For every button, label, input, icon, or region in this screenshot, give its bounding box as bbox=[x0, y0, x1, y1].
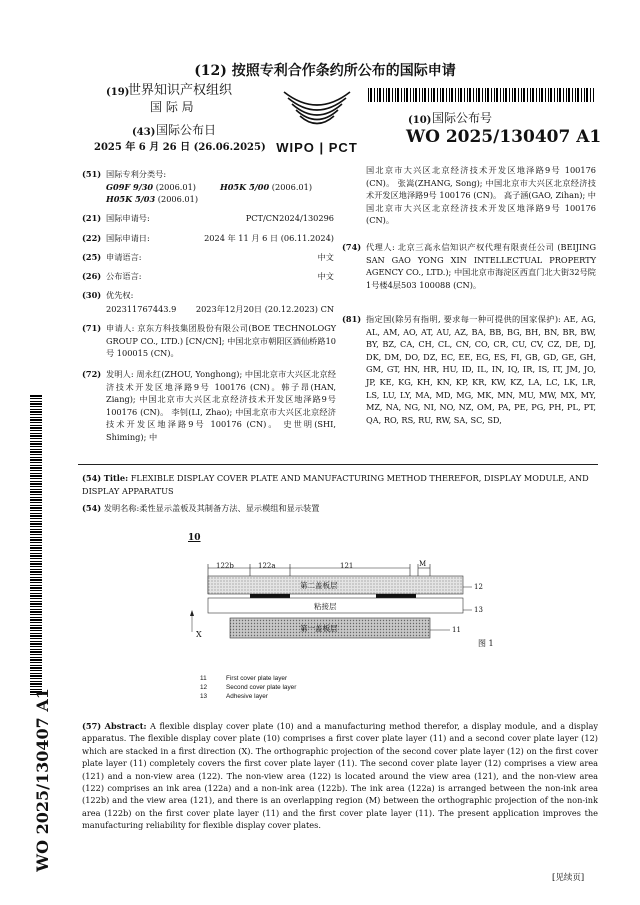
document-type-heading: (12) 按照专利合作条约所公布的国际申请 bbox=[194, 63, 456, 79]
wipo-emblem-icon bbox=[270, 88, 364, 134]
org-name: 世界知识产权组织 bbox=[128, 83, 233, 98]
label-11: 11 bbox=[452, 626, 461, 634]
label-12: 12 bbox=[474, 583, 483, 591]
ink-area-right bbox=[376, 594, 416, 598]
publang-row: (26) 公布语言: 中文 bbox=[82, 271, 334, 281]
figure-1 bbox=[160, 532, 500, 702]
ipc-line-3: H05K 5/03 (2006.01) bbox=[106, 194, 199, 204]
ink-area-left bbox=[250, 594, 290, 598]
filing-row: (22) 国际申请日: 2024 年 11 月 6 日 (06.11.2024) bbox=[82, 233, 334, 243]
pub-date-code: (43) bbox=[132, 127, 156, 138]
layer-top-label: 第二盖板层 bbox=[300, 581, 338, 590]
pub-no-label: 国际公布号 bbox=[432, 111, 493, 125]
applicant-block: (71) 申请人: 京东方科技集团股份有限公司(BOE TECHNOLOGY GROUP CO., LTD.) [CN/CN]; 中国北京市朝阳区酒仙桥路10号 100015 (CN)。 bbox=[82, 323, 336, 359]
pub-number: WO 2025/130407 A1 bbox=[406, 127, 602, 147]
section-divider bbox=[78, 464, 598, 465]
dim-122a: 122a bbox=[258, 562, 276, 570]
title-en: (54) Title: FLEXIBLE DISPLAY COVER PLATE AND MANUFACTURING METHOD THEREFOR, DISPLAY MODULE, AND DISPLAY APPARATUS bbox=[82, 473, 589, 496]
side-pub-number: WO 2025/130407 A1 bbox=[33, 688, 52, 872]
priority-row: (30) 优先权: bbox=[82, 290, 134, 300]
cross-section-diagram bbox=[160, 532, 500, 662]
wipo-pct-logo-text: WIPO | PCT bbox=[276, 140, 358, 155]
layer-bot-label: 第一盖板层 bbox=[300, 624, 338, 633]
legend-item-11: 11 First cover plate layer bbox=[200, 675, 288, 682]
figure-caption: 图 1 bbox=[478, 639, 494, 648]
label-13: 13 bbox=[474, 606, 483, 614]
legend-item-12: 12 Second cover plate layer bbox=[200, 684, 297, 691]
org-bureau: 国 际 局 bbox=[150, 100, 194, 114]
title-zh: (54) 发明名称:柔性显示盖板及其制备方法、显示模组和显示装置 bbox=[82, 503, 320, 513]
dim-121: 121 bbox=[340, 562, 354, 570]
wipo-logo bbox=[270, 88, 364, 158]
dim-122b: 122b bbox=[216, 562, 234, 570]
agent-block: (74) 代理人: 北京三高永信知识产权代理有限责任公司 (BEIJING SAN GAO YONG XIN INTELLECTUAL PROPERTY AGENCY CO., LTD.); 中国北京市海淀区西直门北大街32号院1号楼4层503 100088 (CN)。 bbox=[342, 242, 596, 290]
ipc-line-1: G09F 9/30 (2006.01) bbox=[106, 182, 196, 192]
top-barcode bbox=[368, 88, 594, 102]
inventor-block: (72) 发明人: 周永红(ZHOU, Yonghong); 中国北京市大兴区北京经济技术开发区地泽路9号 100176 (CN)。韩子昂(HAN, Ziang); 中国北京市大兴区北京经济技术开发区地泽路9号 100176 (CN)。 李钊(LI, Zhao); 中国北京市大兴区北京经济技术开发区地泽路9号 100176 (CN)。 史世明(SHI, Shiming); 中 bbox=[82, 369, 336, 442]
priority-line: 202311767443.9 2023年12月20日 (20.12.2023) CN bbox=[106, 304, 334, 314]
ipc-line-2: H05K 5/00 (2006.01) bbox=[220, 182, 313, 192]
dim-M: M bbox=[419, 560, 427, 568]
designated-states-block: (81) 指定国(除另有指明, 要求每一种可提供的国家保护): AE, AG, AL, AM, AO, AT, AU, AZ, BA, BB, BG, BH, BN, BR, BW, BY, BZ, CA, CH, CL, CN, CO, CR, CU, CV, CZ, DE, DJ, DK, DM, DO, DZ, EC, EE, EG, ES, FI, GB, GD, GE, GH, GM, GT, HN, HR, HU, ID, IL, IN, IQ, IR, IS, IT, JM, JO, JP, KE, KG, KH, KN, KP, KR, KW, KZ, LA, LC, LK, LR, LS, LU, LY, MA, MD, MG, MK, MN, MU, MW, MX, MY, MZ, NA, NG, NI, NO, NZ, OM, PA, PE, PG, PH, PL, PT, QA, RO, RS, RU, RW, SA, SC, SD, bbox=[342, 314, 596, 425]
figure-ref: 10 bbox=[188, 533, 201, 543]
axis-x-label: X bbox=[196, 630, 202, 639]
pub-date-label: 国际公布日 bbox=[156, 123, 217, 137]
legend-item-13: 13 Adhesive layer bbox=[200, 693, 268, 700]
pub-date: 2025 年 6 月 26 日 (26.06.2025) bbox=[94, 142, 266, 153]
pub-no-code: (10) bbox=[408, 115, 432, 126]
abstract: (57) Abstract: A flexible display cover plate (10) and a manufacturing method therefor, a display module, and a display apparatus. The flexible display cover plate (10) comprises a first cover plate layer (11) and a second cover plate layer (12) which are stacked in a first direction (X). The orthographic projection of the second cover plate layer (12) on the first cover plate layer (11) completely covers the first cover plate layer (11). The second cover plate layer (12) comprises a view area (121) and a non-view area (122). The non-view area (122) is located around the view area (121), and the non-view area (122) comprises an ink area (122a) and a non-ink area (122b). The ink area (122a) is arranged between the non-ink area (122b) and the view area (121), and there is an overlapping region (M) between the orthographic projection of the non-ink area (122b) on the first cover plate layer (11) and the first cover plate layer (11). The present application improves the manufacturing reliability for flexible display cover plates. bbox=[82, 721, 599, 831]
side-barcode bbox=[30, 395, 42, 695]
app-no-row: (21) 国际申请号: PCT/CN2024/130296 bbox=[82, 213, 334, 223]
inventor-continued: 国北京市大兴区北京经济技术开发区地泽路9号 100176 (CN)。 张嵩(ZHANG, Song); 中国北京市大兴区北京经济技术开发区地泽路9号 100176 (CN)。 高子涵(GAO, Zihan); 中国北京市大兴区北京经济技术开发区地泽路9号 100176 (CN)。 bbox=[366, 165, 596, 226]
layer-mid-label: 粘接层 bbox=[314, 602, 337, 611]
ipc-row: (51) 国际专利分类号: bbox=[82, 169, 167, 179]
continued-note: [见续页] bbox=[552, 873, 585, 883]
lang-row: (25) 申请语言: 中文 bbox=[82, 252, 334, 262]
org-code: (19) bbox=[106, 87, 130, 98]
